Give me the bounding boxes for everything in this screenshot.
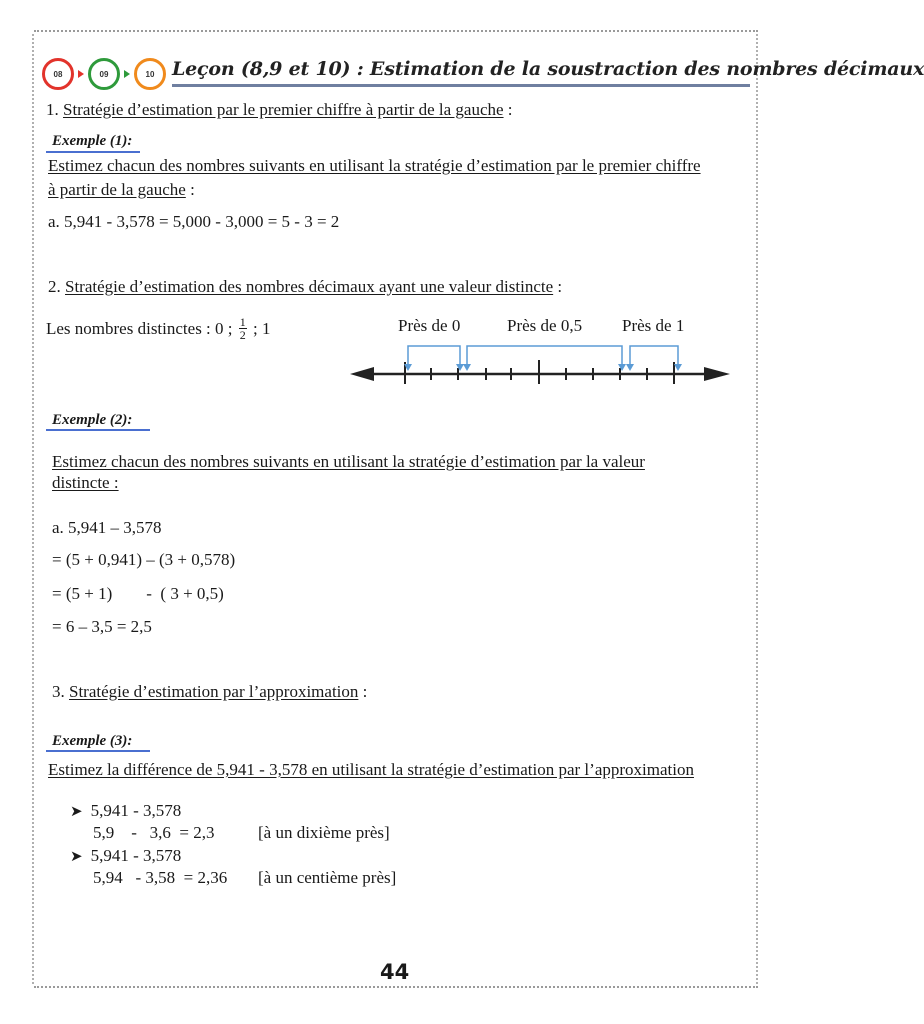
example-2-step-4: = 6 – 3,5 = 2,5 <box>52 617 152 636</box>
approx-item-1: ➤ 5,941 - 3,578 <box>70 801 182 820</box>
page-frame-right <box>756 34 762 984</box>
range-arrowheads <box>404 364 682 371</box>
lesson-badge-10: 10 <box>134 58 166 90</box>
number-line <box>348 340 732 390</box>
example-2-step-3: = (5 + 1) - ( 3 + 0,5) <box>52 584 224 603</box>
example-3-underline <box>46 750 150 752</box>
page-number: 44 <box>380 960 410 984</box>
arrow-icon <box>124 70 130 78</box>
example-1-label: Exemple (1): <box>52 133 133 149</box>
lesson-title: Leçon (8,9 et 10) : Estimation de la soustraction des nombres décimaux <box>172 58 924 80</box>
near-0-label: Près de 0 <box>398 316 461 335</box>
example-2-underline <box>46 429 150 431</box>
page-frame-bottom <box>34 986 758 994</box>
lesson-badge-09: 09 <box>88 58 120 90</box>
example-1-instruction-line1: Estimez chacun des nombres suivants en utilisant la stratégie d’estimation par le premier chiffre <box>48 156 701 175</box>
example-1-instruction-line2: à partir de la gauche : <box>48 180 195 199</box>
approx-item-2-calc: 5,94 - 3,58 = 2,36 <box>93 868 228 887</box>
near-1-label: Près de 1 <box>622 316 685 335</box>
example-2-instruction-line2: distincte : <box>52 473 119 492</box>
arrow-left-icon <box>350 367 374 381</box>
example-1-underline <box>46 151 140 153</box>
fraction-one-half: 1 2 <box>239 315 246 342</box>
example-1-calculation: a. 5,941 - 3,578 = 5,000 - 3,000 = 5 - 3 = 2 <box>48 212 340 231</box>
section-3-heading: 3. Stratégie d’estimation par l’approximation : <box>52 682 368 701</box>
title-underline <box>172 84 750 87</box>
example-2-step-2: = (5 + 0,941) – (3 + 0,578) <box>52 550 236 569</box>
example-2-step-1: a. 5,941 – 3,578 <box>52 518 162 537</box>
bullet-arrow-icon: ➤ <box>70 804 83 820</box>
page-frame-left <box>32 34 38 984</box>
page-frame-top <box>34 30 758 38</box>
section-2-heading: 2. Stratégie d’estimation des nombres décimaux ayant une valeur distincte : <box>48 277 563 296</box>
example-2-instruction-line1: Estimez chacun des nombres suivants en utilisant la stratégie d’estimation par la valeur <box>52 452 645 471</box>
lesson-badges <box>42 58 166 90</box>
example-3-instruction: Estimez la différence de 5,941 - 3,578 en utilisant la stratégie d’estimation par l’approximation <box>48 760 694 779</box>
near-half-label: Près de 0,5 <box>507 316 583 335</box>
example-2-label: Exemple (2): <box>52 412 133 428</box>
bullet-arrow-icon: ➤ <box>70 849 83 865</box>
approx-item-1-note: [à un dixième près] <box>258 823 390 842</box>
example-3-label: Exemple (3): <box>52 733 133 749</box>
approx-item-1-calc: 5,9 - 3,6 = 2,3 <box>93 823 215 842</box>
distinct-numbers: Les nombres distinctes : 0 ; 1 2 ; 1 <box>46 315 271 342</box>
number-line-ticks <box>405 360 674 384</box>
arrow-right-icon <box>704 367 730 381</box>
lesson-badge-08: 08 <box>42 58 74 90</box>
approx-item-2-note: [à un centième près] <box>258 868 397 887</box>
approx-item-2: ➤ 5,941 - 3,578 <box>70 846 182 865</box>
arrow-icon <box>78 70 84 78</box>
range-brackets <box>408 346 678 366</box>
section-1-heading: 1. Stratégie d’estimation par le premier chiffre à partir de la gauche : <box>46 100 513 119</box>
